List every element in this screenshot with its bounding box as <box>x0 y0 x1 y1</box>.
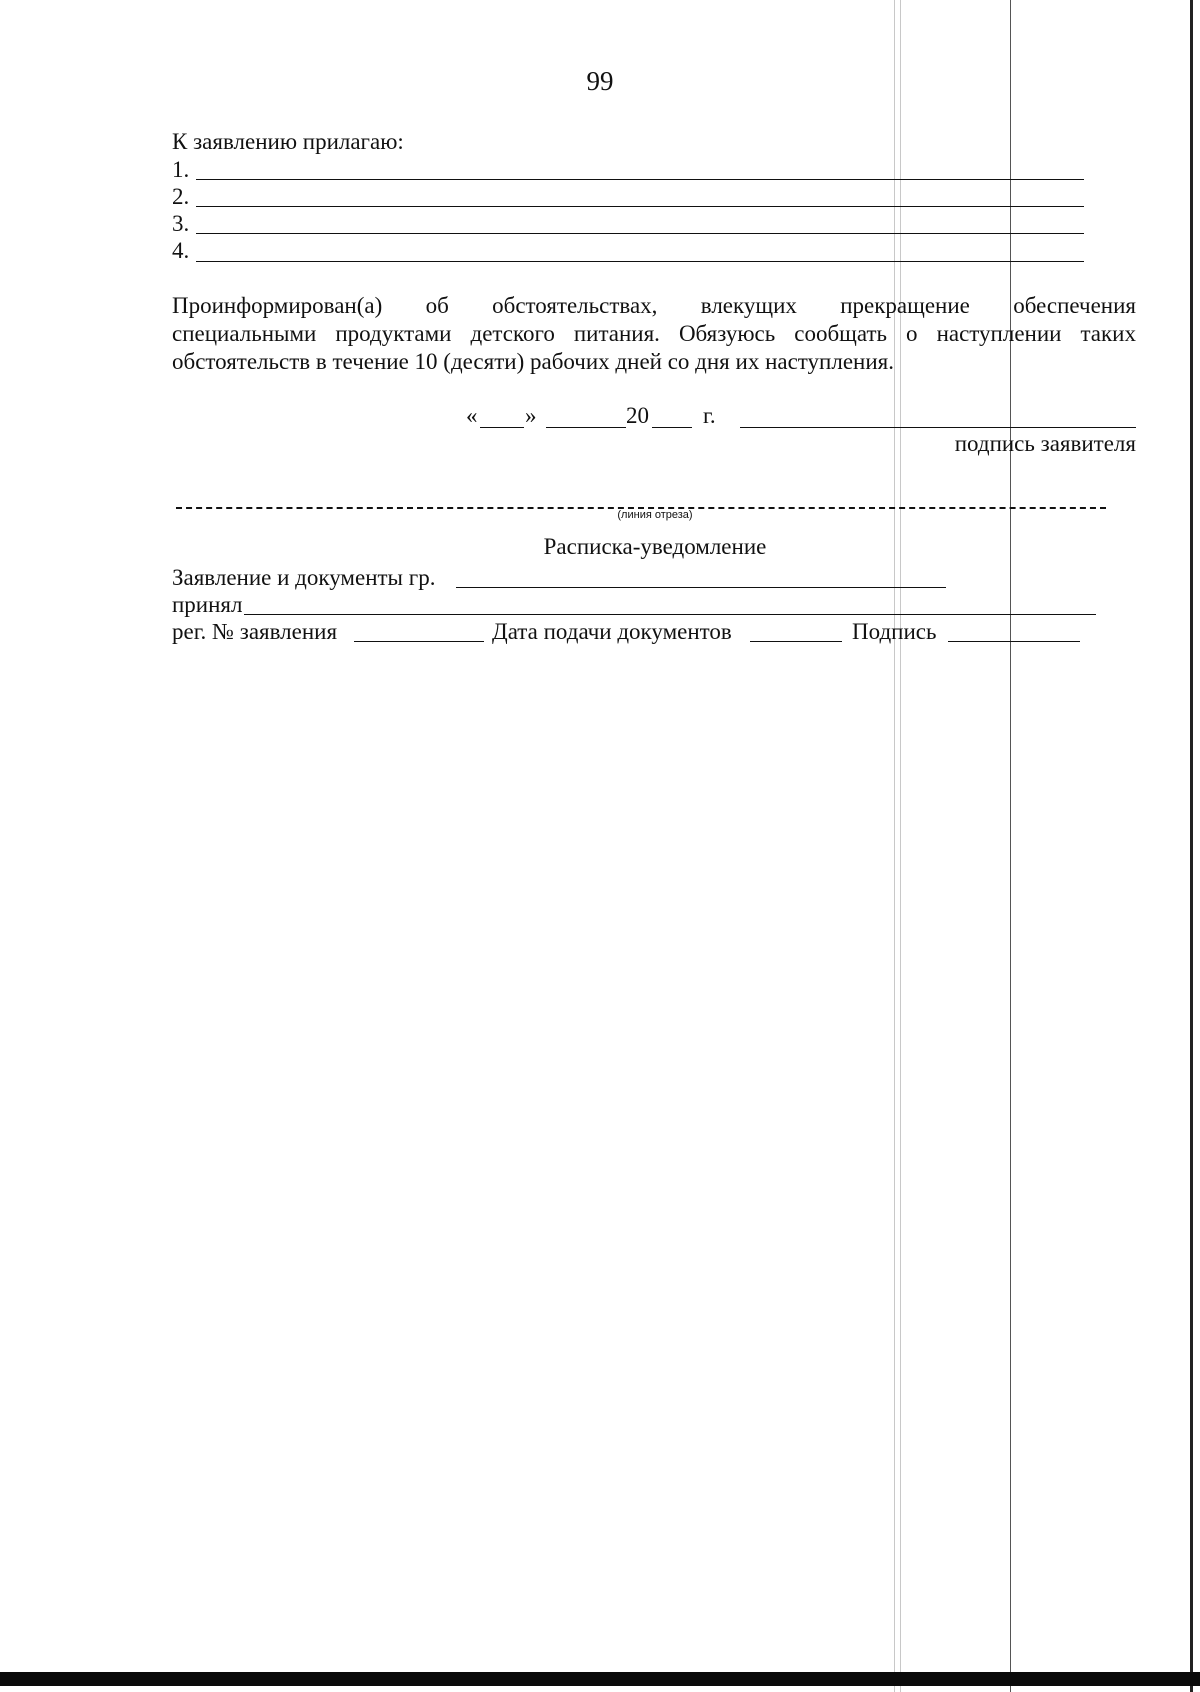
submit-date-label: Дата подачи документов <box>492 619 732 644</box>
notice-line: Проинформирован(а) об обстоятельствах, влекущих прекращение обеспечения <box>172 293 1136 318</box>
date-year-suffix: г. <box>703 403 716 428</box>
scan-artifact-line <box>1010 0 1011 1692</box>
date-open-quote: « <box>466 403 478 428</box>
attachment-blank-2[interactable] <box>196 206 1084 207</box>
submit-date-blank[interactable] <box>750 641 842 642</box>
attachment-blank-1[interactable] <box>196 179 1084 180</box>
signature-caption: подпись заявителя <box>954 431 1136 456</box>
attachment-blank-4[interactable] <box>196 261 1084 262</box>
receipt-signature-blank[interactable] <box>948 641 1080 642</box>
page-edge <box>1190 0 1193 1692</box>
reg-number-label: рег. № заявления <box>172 619 338 644</box>
receipt-signature-label: Подпись <box>852 619 937 644</box>
accepted-label: принял <box>172 592 243 617</box>
documents-from-label: Заявление и документы гр. <box>172 565 436 590</box>
page-bottom-border <box>0 1672 1200 1686</box>
notice-line: специальными продуктами детского питания. Обязуюсь сообщать о наступлении таких <box>172 321 1136 346</box>
date-close-quote: » <box>525 403 537 428</box>
documents-from-blank[interactable] <box>456 587 946 588</box>
date-month-blank[interactable] <box>546 427 626 428</box>
cut-line-caption: (линия отреза) <box>617 509 693 521</box>
scan-artifact-line <box>894 0 895 1692</box>
date-year-blank[interactable] <box>652 427 692 428</box>
scan-artifact-line <box>900 0 901 1692</box>
accepted-blank[interactable] <box>244 614 1096 615</box>
date-century: 20 <box>626 403 649 428</box>
attachment-number: 1. <box>172 157 190 182</box>
attachments-heading: К заявлению прилагаю: <box>172 129 404 154</box>
date-day-blank[interactable] <box>480 427 524 428</box>
applicant-signature-blank[interactable] <box>740 427 1136 428</box>
notice-paragraph <box>172 292 1136 376</box>
attachment-blank-3[interactable] <box>196 233 1084 234</box>
notice-line: обстоятельств в течение 10 (десяти) рабочих дней со дня их наступления. <box>172 349 894 374</box>
receipt-title: Расписка-уведомление <box>543 534 767 559</box>
attachment-number: 2. <box>172 184 190 209</box>
page-number: 99 <box>586 66 614 96</box>
attachment-number: 4. <box>172 238 190 263</box>
reg-number-blank[interactable] <box>354 641 484 642</box>
attachment-number: 3. <box>172 211 190 236</box>
